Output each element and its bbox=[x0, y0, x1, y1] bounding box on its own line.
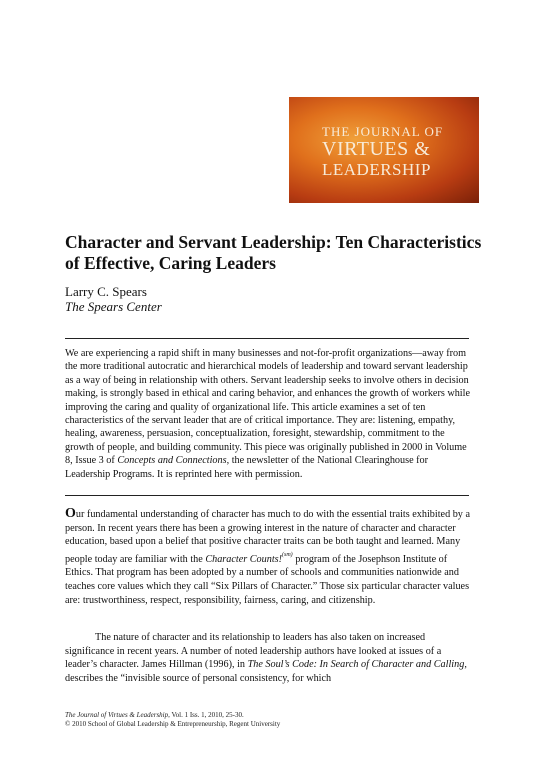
drop-cap: O bbox=[65, 506, 76, 521]
footer-journal-name: The Journal of Virtues & Leadership bbox=[65, 711, 169, 719]
body-paragraph-2 bbox=[65, 631, 471, 685]
abstract-source-title: Concepts and Connections, bbox=[117, 455, 230, 467]
author-affiliation: The Spears Center bbox=[65, 299, 162, 314]
abstract-top-rule bbox=[65, 338, 469, 339]
abstract-text-end: the newsletter of the National Clearinghouse for Leadership Programs. It is reprinted here with permission. bbox=[65, 455, 429, 480]
author-name: Larry C. Spears bbox=[65, 284, 147, 299]
abstract-text: We are experiencing a rapid shift in many businesses and not-for-profit organizations—away from the more traditional autocratic and hierarchical models of leadership and toward servant leadership as a way of being in relationship with others. Servant leadership seeks to involve others in decision making, is strongly based in ethical and caring behavior, and enhances the growth of workers while improving the caring and quality of organizational life. This article examines a set of ten characteristics of the servant leader that are of critical importance. They are: listening, empathy, healing, awareness, persuasion, conceptualization, foresight, stewardship, commitment to the growth of people, and building community. This piece was originally published in 2000 in Volume 8, Issue 3 of bbox=[65, 348, 470, 467]
p1-text-end: program of the Josephson Institute of Ethics. That program has been adopted by a number of schools and communities nationwide and teaches core values which they call “Six Pillars of Character.” Those six particular character values are: trustworthiness, respect, responsibility, fairness, caring, and citizenship. bbox=[65, 553, 470, 606]
journal-logo bbox=[289, 97, 479, 203]
p2-text: The nature of character and its relationship to leaders has also taken on increased significance in recent years. A number of noted leadership authors have looked at issues of a leader’s character. James Hillman (1996), in bbox=[65, 632, 442, 671]
program-name: Character Counts! bbox=[205, 553, 283, 565]
logo-line-2: VIRTUES & bbox=[322, 138, 431, 160]
book-title: The Soul’s Code: In Search of Character and Calling bbox=[247, 659, 465, 671]
article-title: Character and Servant Leadership: Ten Characteristics of Effective, Caring Leaders bbox=[65, 232, 482, 273]
body-paragraph-1 bbox=[65, 507, 471, 607]
p1-text: ur fundamental understanding of character has much to do with the essential traits exhibited by a person. In recent years there has been a growing interest in the nature of character and character education, based upon a belief that positive character traits can be both taught and learned. Many people today are familiar with the bbox=[65, 509, 470, 565]
service-mark: (sm) bbox=[282, 551, 293, 558]
footer-volume: , Vol. 1 Iss. 1, 2010, 25-30. bbox=[168, 711, 244, 719]
abstract-bottom-rule bbox=[65, 495, 469, 496]
footer-copyright: © 2010 School of Global Leadership & Entrepreneurship, Regent University bbox=[65, 720, 281, 728]
abstract bbox=[65, 347, 471, 481]
logo-line-3: LEADERSHIP bbox=[322, 160, 431, 179]
p2-text-end: , describes the “invisible source of personal consistency, for which bbox=[65, 659, 467, 684]
footer-citation bbox=[65, 711, 244, 719]
logo-line-1: THE JOURNAL OF bbox=[322, 124, 444, 139]
